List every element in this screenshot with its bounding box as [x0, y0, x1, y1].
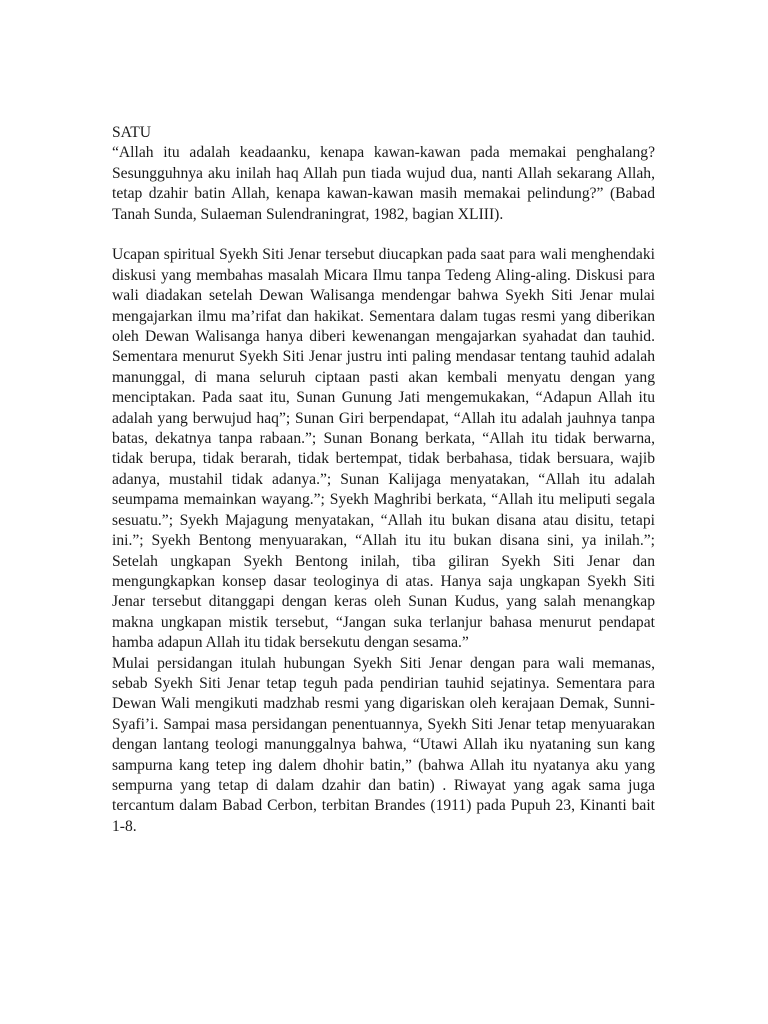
body-paragraph: Ucapan spiritual Syekh Siti Jenar tersebut diucapkan pada saat para wali menghendaki diskusi yang membahas masalah Micara Ilmu tanpa Tedeng Aling-aling. Diskusi para wali diadakan setelah Dewan Walisanga mendengar bahwa Syekh Siti Jenar mulai mengajarkan ilmu ma’rifat dan hakikat. Sementara dalam tugas resmi yang diberikan oleh Dewan Walisanga hanya diberi kewenangan mengajarkan syahadat dan tauhid. Sementara menurut Syekh Siti Jenar justru inti paling mendasar tentang tauhid adalah manunggal, di mana seluruh ciptaan pasti akan kembali menyatu dengan yang menciptakan. Pada saat itu, Sunan Gunung Jati mengemukakan, “Adapun Allah itu adalah yang berwujud haq”; Sunan Giri berpendapat, “Allah itu adalah jauhnya tanpa batas, dekatnya tanpa rabaan.”; Sunan Bonang berkata, “Allah itu tidak berwarna, tidak berupa, tidak berarah, tidak bertempat, tidak berbahasa, tidak bersuara, wajib adanya, mustahil tidak adanya.”; Sunan Kalijaga menyatakan, “Allah itu adalah seumpama memainkan wayang.”; Syekh Maghribi berkata, “Allah itu meliputi segala sesuatu.”; Syekh Majagung menyatakan, “Allah itu bukan disana atau disitu, tetapi ini.”; Syekh Bentong menyuarakan, “Allah itu itu bukan disana sini, ya inilah.”; Setelah ungkapan Syekh Bentong inilah, tiba giliran Syekh Siti Jenar dan mengungkapkan konsep dasar teologinya di atas. Hanya saja ungkapan Syekh Siti Jenar tersebut ditanggapi dengan keras oleh Sunan Kudus, yang salah menangkap makna ungkapan mistik tersebut, “Jangan suka terlanjur bahasa menurut pendapat hamba adapun Allah itu tidak bersekutu dengan sesama.”: [112, 246, 655, 652]
document-body: [112, 123, 655, 837]
paragraph-spacer: [112, 225, 655, 245]
section-heading: SATU: [112, 124, 151, 141]
opening-quote-paragraph: “Allah itu adalah keadaanku, kenapa kawan-kawan pada memakai penghalang? Sesungguhnya aku inilah haq Allah pun tiada wujud dua, nanti Allah sekarang Allah, tetap dzahir batin Allah, kenapa kawan-kawan masih memakai pelindung?” (Babad Tanah Sunda, Sulaeman Sulendraningrat, 1982, bagian XLIII).: [112, 144, 655, 223]
body-paragraph: Mulai persidangan itulah hubungan Syekh Siti Jenar dengan para wali memanas, sebab Syekh Siti Jenar tetap teguh pada pendirian tauhid sejatinya. Sementara para Dewan Wali mengikuti madzhab resmi yang digariskan oleh kerajaan Demak, Sunni-Syafi’i. Sampai masa persidangan penentuannya, Syekh Siti Jenar tetap menyuarakan dengan lantang teologi manunggalnya bahwa, “Utawi Allah iku nyataning sun kang sampurna kang tetep ing dalem dhohir batin,” (bahwa Allah itu nyatanya aku yang sempurna yang tetap di dalam dzahir dan batin) . Riwayat yang agak sama juga tercantum dalam Babad Cerbon, terbitan Brandes (1911) pada Pupuh 23, Kinanti bait 1-8.: [112, 654, 655, 835]
